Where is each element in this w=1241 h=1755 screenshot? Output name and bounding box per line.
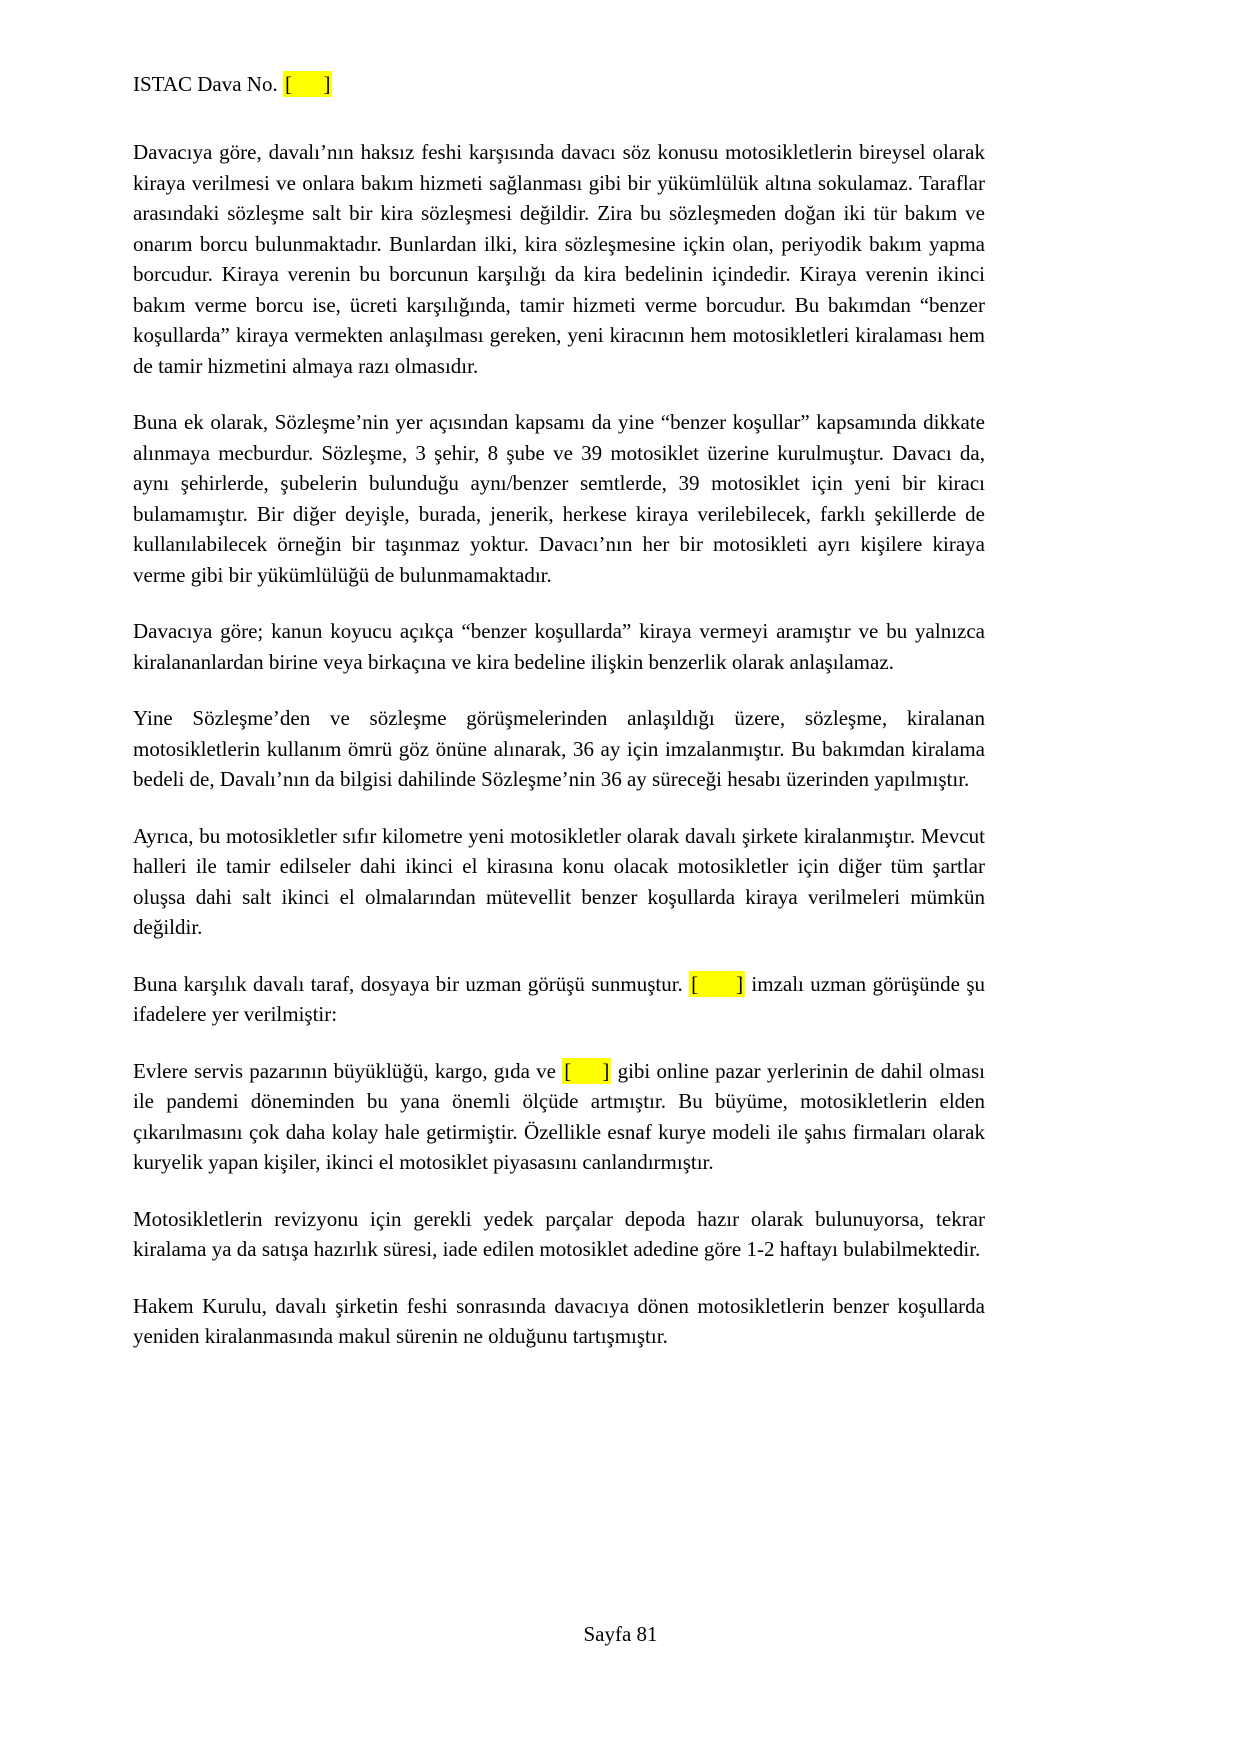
paragraph (133, 969, 985, 1030)
page-number: Sayfa 81 (583, 1622, 658, 1646)
redaction-highlight: [ ] (564, 1058, 610, 1083)
paragraph-text: imzalı uzman görüşünde şu ifadelere yer verilmiştir: (133, 971, 985, 1026)
paragraph-text: Buna karşılık davalı taraf, dosyaya bir uzman görüşü sunmuştur. (133, 971, 690, 996)
case-number-redaction: [ ] (284, 72, 331, 96)
paragraph-text: gibi online pazar yerlerinin de dahil olması ile pandemi döneminden bu yana önemli ölçüde artmıştır. Bu büyüme, motosikletlerin elden çıkarılmasını çok daha kolay hale getirmiştir. Özellikle esnaf kurye modeli ile şahıs firmaları olarak kuryelik yapan kişiler, ikinci el motosiklet piyasasını canlandırmıştır. (133, 1058, 985, 1174)
paragraph-text: Hakem Kurulu, davalı şirketin feshi sonrasında davacıya dönen motosikletlerin benzer koşullarda yeniden kiralanmasında makul sürenin ne olduğunu tartışmıştır. (133, 1293, 985, 1348)
paragraph (133, 407, 985, 590)
paragraph (133, 1204, 985, 1265)
paragraph-text: Ayrıca, bu motosikletler sıfır kilometre yeni motosikletler olarak davalı şirkete kiralanmıştır. Mevcut halleri ile tamir edilseler dahi ikinci el kirasına konu olacak motosikletler için diğer tüm şartlar oluşsa dahi salt ikinci el olmalarından mütevellit benzer koşullarda kiraya verilmeleri mümkün değildir. (133, 823, 985, 939)
paragraph (133, 703, 985, 795)
paragraph (133, 1291, 985, 1352)
paragraph-text: Evlere servis pazarının büyüklüğü, kargo, gıda ve (133, 1058, 563, 1083)
paragraph (133, 1056, 985, 1178)
paragraph-text: Yine Sözleşme’den ve sözleşme görüşmelerinden anlaşıldığı üzere, sözleşme, kiralanan motosikletlerin kullanım ömrü göz önüne alınarak, 36 ay için imzalanmıştır. Bu bakımdan kiralama bedeli de, Davalı’nın da bilgisi dahilinde Sözleşme’nin 36 ay süreceği hesabı üzerinden yapılmıştır. (133, 706, 985, 791)
paragraph-text: Buna ek olarak, Sözleşme’nin yer açısından kapsamı da yine “benzer koşullar” kapsamında dikkate alınmaya mecburdur. Sözleşme, 3 şehir, 8 şube ve 39 motosiklet üzerine kurulmuştur. Davacı da, aynı şehirlerde, şubelerin bulunduğu aynı/benzer semtlerde, 39 motosiklet için yeni bir kiracı bulamamıştır. Bir diğer deyişle, burada, jenerik, herkese kiraya verilebilecek, farklı şekillerde de kullanılabilecek örneğin bir taşınmaz yoktur. Davacı’nın her bir motosikleti ayrı kişilere kiraya verme gibi bir yükümlülüğü de bulunmamaktadır. (133, 410, 985, 587)
case-number-header (133, 72, 332, 97)
paragraph (133, 616, 985, 677)
paragraph (133, 821, 985, 943)
redaction-highlight: [ ] (691, 971, 744, 996)
paragraph-text: Davacıya göre, davalı’nın haksız feshi karşısında davacı söz konusu motosikletlerin bireysel olarak kiraya verilmesi ve onlara bakım hizmeti sağlanması gibi bir yükümlülük altına sokulamaz. Taraflar arasındaki sözleşme salt bir kira sözleşmesi değildir. Zira bu sözleşmeden doğan iki tür bakım ve onarım borcu bulunmaktadır. Bunlardan ilki, kira sözleşmesine içkin olan, periyodik bakım yapma borcudur. Kiraya verenin bu borcunun karşılığı da kira bedelinin içindedir. Kiraya verenin ikinci bakım verme borcu ise, ücreti karşılığında, tamir hizmeti verme borcudur. Bu bakımdan “benzer koşullarda” kiraya vermekten anlaşılması gereken, yeni kiracının hem motosikletleri kiralaması hem de tamir hizmetini almaya razı olmasıdır. (133, 140, 985, 378)
paragraph-text: Motosikletlerin revizyonu için gerekli yedek parçalar depoda hazır olarak bulunuyorsa, tekrar kiralama ya da satışa hazırlık süresi, iade edilen motosiklet adedine göre 1-2 haftayı bulabilmektedir. (133, 1206, 985, 1261)
document-body (133, 137, 985, 1378)
paragraph-text: Davacıya göre; kanun koyucu açıkça “benzer koşullarda” kiraya vermeyi aramıştır ve bu yalnızca kiralananlardan birine veya birkaçına ve kira bedeline ilişkin benzerlik olarak anlaşılamaz. (133, 619, 985, 674)
paragraph (133, 137, 985, 381)
case-number-label: ISTAC Dava No. (133, 72, 278, 96)
